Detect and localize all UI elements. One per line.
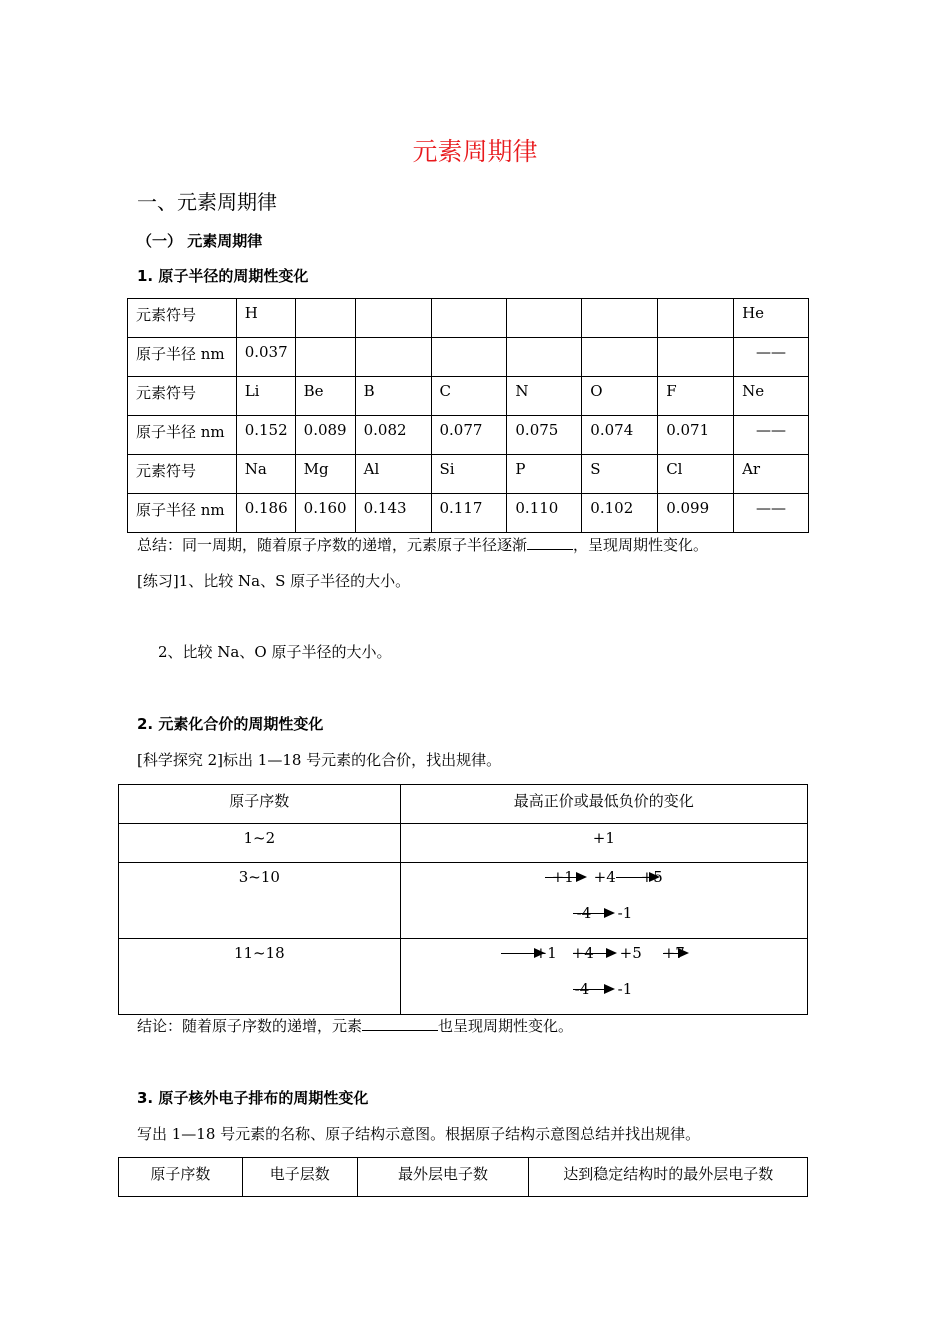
table-cell: Ne (734, 377, 809, 416)
table-cell: 0.099 (658, 494, 734, 533)
row-range-3-10: 3~10 (119, 863, 401, 939)
table-cell: Li (236, 377, 295, 416)
subsection-heading: （一） 元素周期律 (137, 232, 263, 250)
table-cell (295, 299, 355, 338)
table-cell (582, 338, 658, 377)
table-cell (507, 338, 582, 377)
table-cell (658, 338, 734, 377)
table-cell: Be (295, 377, 355, 416)
header-outer-electrons: 最外层电子数 (357, 1158, 529, 1197)
table-cell: He (734, 299, 809, 338)
electron-table (118, 1157, 808, 1197)
table-cell: 0.075 (507, 416, 582, 455)
valence-11-18 (400, 939, 807, 1015)
valence-3-10-positive (401, 866, 807, 894)
row-label: 元素符号 (128, 377, 237, 416)
table-cell: —— (734, 338, 809, 377)
atomic-radius-table (127, 298, 809, 533)
table-cell: Si (431, 455, 507, 494)
instruction-electron: 写出 1—18 号元素的名称、原子结构示意图。根据原子结构示意图总结并找出规律。 (137, 1125, 701, 1143)
valence-table (118, 784, 808, 1015)
section-heading: 一、元素周期律 (137, 190, 277, 214)
valence-value: +1 (534, 944, 557, 962)
table-cell: O (582, 377, 658, 416)
valence-value: -1 (617, 980, 633, 998)
table-cell: Mg (295, 455, 355, 494)
table-cell (658, 299, 734, 338)
valence-value: -4 (574, 980, 590, 998)
table-cell (355, 338, 431, 377)
table-cell: Na (236, 455, 295, 494)
header-atomic-number: 原子序数 (119, 785, 401, 824)
science-explore: [科学探究 2]标出 1—18 号元素的化合价，找出规律。 (137, 751, 502, 769)
row-label: 原子半径 nm (128, 494, 237, 533)
summary-radius-text: 总结：同一周期，随着原子序数的递增，元素原子半径逐渐 (137, 536, 528, 554)
practice-2: 2、比较 Na、O 原子半径的大小。 (158, 643, 392, 661)
row-label: 元素符号 (128, 455, 237, 494)
header-shell-count: 电子层数 (242, 1158, 357, 1197)
table-cell: 0.117 (431, 494, 507, 533)
table-cell: S (582, 455, 658, 494)
table-cell: 0.037 (236, 338, 295, 377)
valence-3-10-negative (401, 902, 807, 930)
table-cell: 0.077 (431, 416, 507, 455)
valence-value: +5 (640, 868, 663, 886)
table-cell: 0.186 (236, 494, 295, 533)
valence-value: -1 (617, 904, 633, 922)
fill-blank[interactable] (527, 534, 573, 550)
summary-radius-end: ，呈现周期性变化。 (573, 536, 709, 554)
table-cell (431, 299, 507, 338)
summary-radius (137, 534, 708, 555)
valence-value: +4 (593, 868, 616, 886)
table-cell: N (507, 377, 582, 416)
practice-1: [练习]1、比较 Na、S 原子半径的大小。 (137, 572, 411, 590)
table-cell: 0.152 (236, 416, 295, 455)
fill-blank[interactable] (362, 1015, 438, 1031)
valence-value: +7 (662, 944, 685, 962)
header-atomic-number: 原子序数 (119, 1158, 243, 1197)
table-cell: 0.071 (658, 416, 734, 455)
valence-11-18-negative (401, 978, 807, 1006)
table-cell: C (431, 377, 507, 416)
heading-valence: 2. 元素化合价的周期性变化 (137, 715, 324, 733)
table-cell: F (658, 377, 734, 416)
row-range-label: 11~18 (233, 944, 285, 962)
conclusion-end: 也呈现周期性变化。 (438, 1017, 574, 1035)
table-cell: H (236, 299, 295, 338)
table-row (128, 494, 809, 533)
table-cell (582, 299, 658, 338)
heading-atomic-radius: 1. 原子半径的周期性变化 (137, 267, 309, 285)
table-cell (431, 338, 507, 377)
table-cell: 0.143 (355, 494, 431, 533)
table-cell (355, 299, 431, 338)
conclusion-text: 结论：随着原子序数的递增，元素 (137, 1017, 363, 1035)
header-valence-change: 最高正价或最低负价的变化 (400, 785, 807, 824)
table-cell: 0.160 (295, 494, 355, 533)
table-cell: Al (355, 455, 431, 494)
heading-electron-config: 3. 原子核外电子排布的周期性变化 (137, 1089, 369, 1107)
table-row (128, 455, 809, 494)
table-cell (507, 299, 582, 338)
table-cell: 0.102 (582, 494, 658, 533)
row-range-1-2: 1~2 (119, 824, 401, 863)
table-cell (295, 338, 355, 377)
table-cell: 0.074 (582, 416, 658, 455)
row-range-11-18 (119, 939, 401, 1015)
table-row (128, 338, 809, 377)
table-cell: B (355, 377, 431, 416)
row-label: 原子半径 nm (128, 416, 237, 455)
table-cell: P (507, 455, 582, 494)
row-label: 元素符号 (128, 299, 237, 338)
conclusion (137, 1015, 573, 1036)
valence-3-10 (400, 863, 807, 939)
valence-value: +5 (619, 944, 642, 962)
valence-value: +1 (551, 868, 574, 886)
table-row (128, 299, 809, 338)
valence-value: +4 (571, 944, 594, 962)
valence-11-18-positive (401, 942, 807, 970)
valence-1-2: +1 (400, 824, 807, 863)
table-cell: 0.110 (507, 494, 582, 533)
valence-value: -4 (576, 904, 592, 922)
table-cell: —— (734, 416, 809, 455)
document-title: 元素周期律 (412, 137, 538, 166)
row-label: 原子半径 nm (128, 338, 237, 377)
table-row (128, 416, 809, 455)
table-cell: —— (734, 494, 809, 533)
table-cell: 0.082 (355, 416, 431, 455)
table-cell: 0.089 (295, 416, 355, 455)
table-cell: Ar (734, 455, 809, 494)
table-row (128, 377, 809, 416)
header-stable-outer-electrons: 达到稳定结构时的最外层电子数 (529, 1158, 808, 1197)
table-cell: Cl (658, 455, 734, 494)
